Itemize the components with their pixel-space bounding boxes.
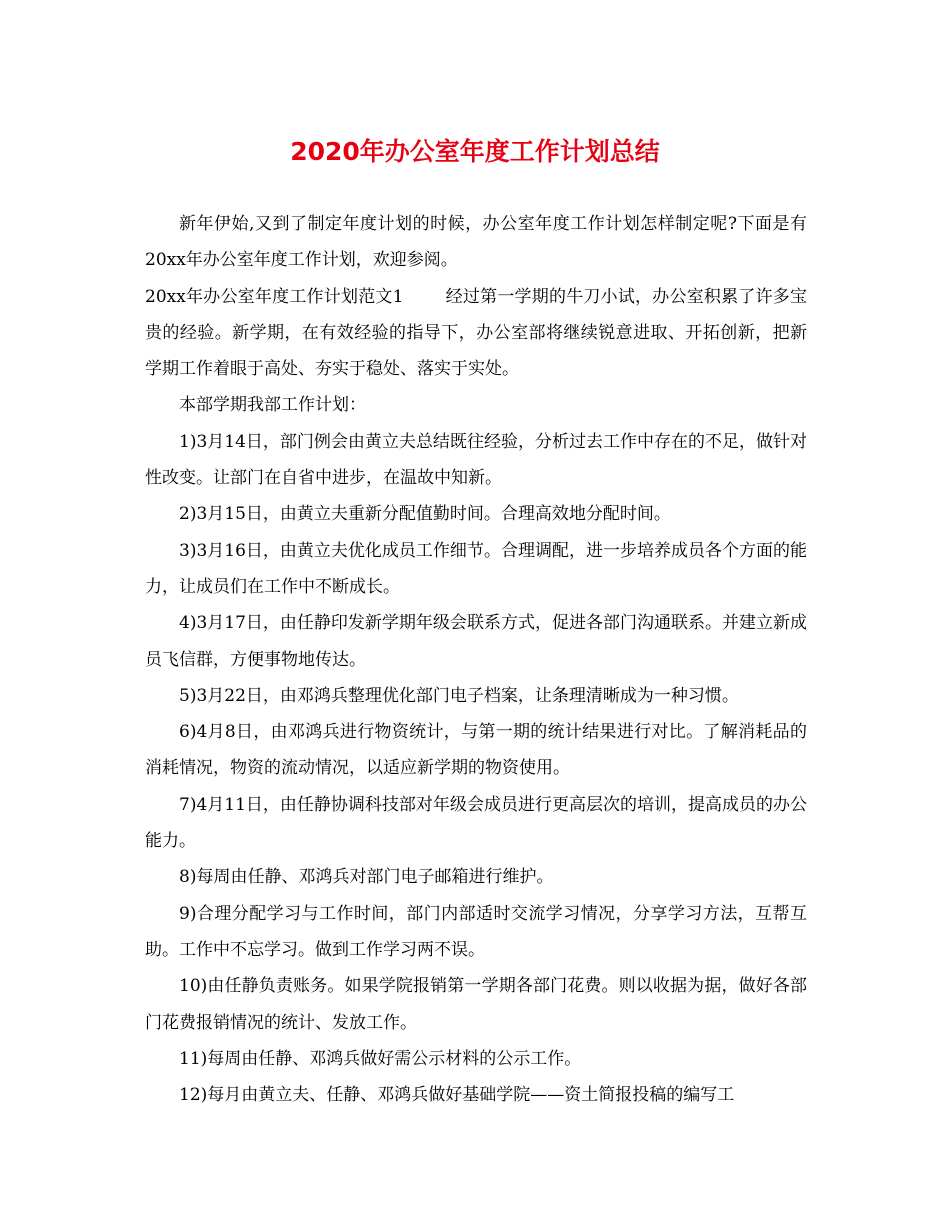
plan-item-9: 9)合理分配学习与工作时间，部门内部适时交流学习情况，分享学习方法，互帮互助。工作中不忘学习。做到工作学习两不误。 xyxy=(145,903,807,960)
plan-item-11: 11)每周由任静、邓鸿兵做好需公示材料的公示工作。 xyxy=(179,1048,582,1069)
document-title: 2020年办公室年度工作计划总结 xyxy=(290,137,660,166)
plan-item-6: 6)4月8日，由邓鸿兵进行物资统计，与第一期的统计结果进行对比。了解消耗品的消耗情况，物资的流动情况，以适应新学期的物资使用。 xyxy=(145,722,807,779)
plan-heading: 本部学期我部工作计划： xyxy=(179,395,366,416)
plan-item-4: 4)3月17日，由任静印发新学期年级会联系方式，促进各部门沟通联系。并建立新成员飞信群，方便事物地传达。 xyxy=(145,613,807,670)
intro-paragraph: 新年伊始,又到了制定年度计划的时候，办公室年度工作计划怎样制定呢?下面是有20xx年办公室年度工作计划，欢迎参阅。 xyxy=(145,214,807,271)
plan-item-1: 1)3月14日，部门例会由黄立夫总结既往经验，分析过去工作中存在的不足，做针对性改变。让部门在自省中进步，在温故中知新。 xyxy=(145,431,807,489)
sample-heading: 20xx年办公室年度工作计划范文1 xyxy=(145,286,404,307)
plan-item-8: 8)每周由任静、邓鸿兵对部门电子邮箱进行维护。 xyxy=(179,867,554,888)
plan-item-12: 12)每月由黄立夫、任静、邓鸿兵做好基础学院——资土简报投稿的编写工 xyxy=(179,1085,735,1106)
sample-text: 经过第一学期的牛刀小试，办公室积累了许多宝贵的经验。新学期，在有效经验的指导下，办公室部将继续锐意进取、开拓创新，把新学期工作着眼于高处、夯实于稳处、落实于实处。 xyxy=(145,286,808,380)
plan-item-3: 3)3月16日，由黄立夫优化成员工作细节。合理调配，进一步培养成员各个方面的能力，让成员们在工作中不断成长。 xyxy=(145,540,807,597)
plan-item-5: 5)3月22日，由邓鸿兵整理优化部门电子档案，让条理清晰成为一种习惯。 xyxy=(179,685,739,706)
plan-item-7: 7)4月11日，由任静协调科技部对年级会成员进行更高层次的培训，提高成员的办公能力。 xyxy=(145,794,807,852)
plan-item-2: 2)3月15日，由黄立夫重新分配值勤时间。合理高效地分配时间。 xyxy=(179,504,671,525)
document-body xyxy=(145,206,807,1113)
sample-paragraph xyxy=(145,279,807,388)
plan-item-10: 10)由任静负责账务。如果学院报销第一学期各部门花费。则以收据为据，做好各部门花费报销情况的统计、发放工作。 xyxy=(145,976,807,1033)
